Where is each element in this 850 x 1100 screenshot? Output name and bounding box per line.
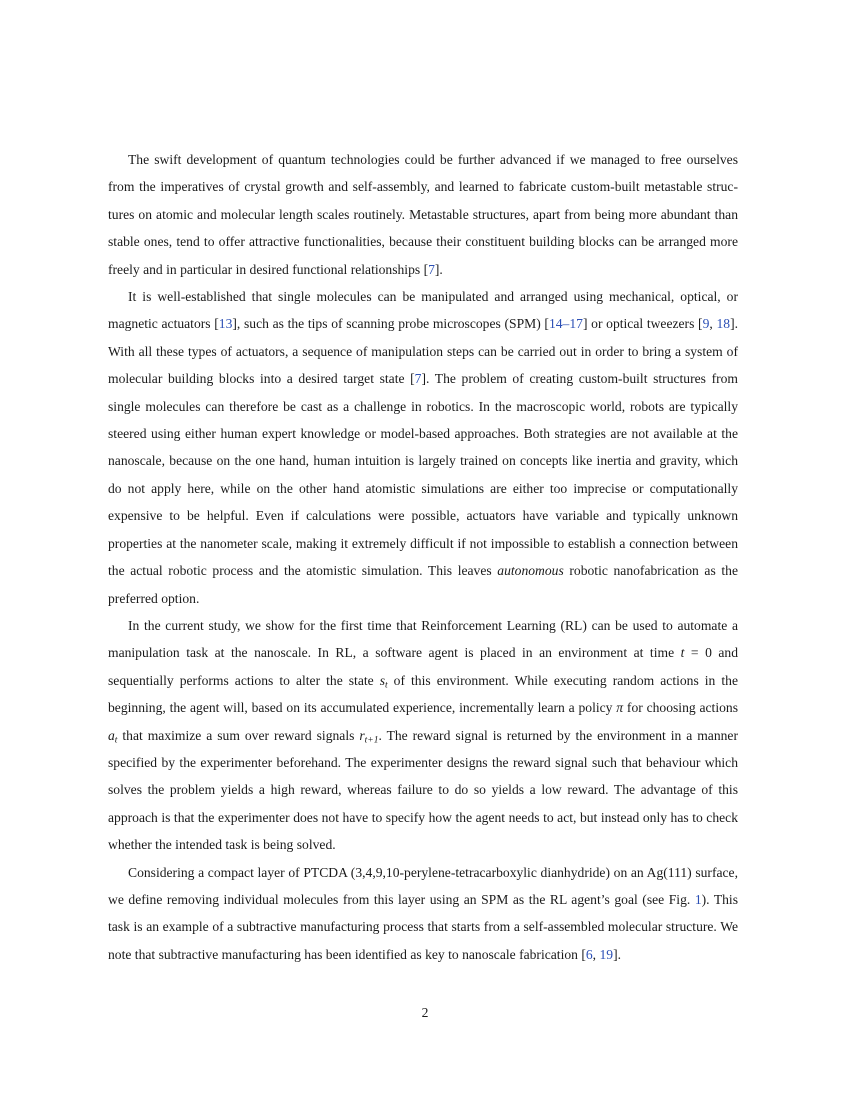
paragraph bbox=[108, 859, 738, 969]
citation-link[interactable]: 13 bbox=[218, 316, 233, 332]
page-number: 2 bbox=[421, 1005, 429, 1020]
math-symbol: π bbox=[616, 700, 624, 716]
text-run: ). This task is an example of a subtractive manufacturing process that starts from a self-assembled molecular structure. We note that subtractive manufacturing has been identified as key to nanoscale fabrication [ bbox=[108, 891, 739, 962]
math-subscript: t bbox=[385, 680, 388, 691]
math-symbol: s bbox=[379, 672, 385, 688]
citation-link[interactable]: 7 bbox=[414, 371, 422, 387]
text-run: , bbox=[709, 316, 717, 332]
paragraph bbox=[108, 283, 738, 612]
math-symbol: t bbox=[680, 645, 685, 661]
text-run: , bbox=[592, 946, 600, 962]
citation-link[interactable]: 7 bbox=[428, 261, 435, 277]
citation-link[interactable]: 6 bbox=[585, 946, 593, 962]
citation-link[interactable]: 1 bbox=[694, 891, 702, 907]
text-run: that maximize a sum over reward signals bbox=[117, 727, 360, 743]
citation-link[interactable]: 9 bbox=[702, 316, 710, 332]
text-run: ], such as the tips of scanning probe microscopes (SPM) [ bbox=[232, 316, 549, 332]
math-subscript: t bbox=[114, 734, 118, 745]
text-run: . The reward signal is returned by the environment in a manner specified by the experimenter beforehand. The experimenter designs the reward signal such that behaviour which solves the problem yields a high reward, whereas failure to do so yields a low reward. The advantage of this approach is that the experimenter does not have to specify how the agent needs to act, but instead only has to check whether the intended task is being solved. bbox=[108, 727, 738, 853]
text-run: = 0 and sequentially performs actions to alter the state bbox=[108, 645, 738, 688]
paragraph bbox=[108, 146, 738, 283]
math-symbol: r bbox=[359, 727, 365, 743]
citation-link[interactable]: 18 bbox=[716, 316, 731, 332]
text-run: of this environment. While executing random actions in the beginning, the agent will, based on its accumulated experience, incrementally learn a policy bbox=[108, 672, 738, 716]
text-run: In the current study, we show for the first time that Reinforcement Learning (RL) can be used to automate a manipulation task at the nanoscale. In RL, a software agent is placed in an environment at time bbox=[108, 617, 738, 661]
text-run: ] or optical tweezers [ bbox=[582, 316, 703, 332]
text-run: robotic nanofabrication as the preferred option. bbox=[108, 563, 738, 606]
text-run: ]. bbox=[613, 946, 621, 962]
text-run: Considering a compact layer of PTCDA (3,4,9,10-perylene-tetracarboxylic dianhydride) on an Ag(111) surface, we define removing individual molecules from this layer using an SPM as the RL agent’s goal (see Fig. bbox=[108, 864, 738, 907]
text-run: ]. The problem of creating custom-built structures from single molecules can therefore be cast as a challenge in robotics. In the macroscopic world, robots are typically steered using either human expert knowledge or model-based approaches. Both strategies are not available at the nanoscale, because on the one hand, human intuition is largely trained on concepts like inertia and gravity, which do not apply here, while on the other hand atomistic simulations are either too imprecise or computationally expensive to be helpful. Even if calculations were possible, actuators have variable and typically unknown properties at the nanometer scale, making it extremely difficult if not impossible to establish a connection between the actual robotic process and the atomistic simulation. This leaves bbox=[108, 371, 738, 579]
paragraph bbox=[108, 612, 738, 859]
citation-link[interactable]: 14–17 bbox=[548, 316, 583, 332]
text-run: It is well-established that single molecules can be manipulated and arranged using mechanical, optical, or magnetic actuators [ bbox=[108, 289, 738, 332]
text-run: for choosing actions bbox=[623, 700, 738, 716]
emphasized-text: autonomous bbox=[497, 563, 564, 579]
page-body bbox=[108, 146, 738, 968]
math-symbol: a bbox=[108, 727, 115, 743]
citation-link[interactable]: 19 bbox=[599, 946, 614, 962]
text-run: ]. bbox=[434, 261, 443, 277]
math-subscript: t+1 bbox=[364, 734, 379, 745]
text-run: The swift development of quantum technologies could be further advanced if we managed to free ourselves from the imperatives of crystal growth and self-assembly, and learned to fabricate custom-built metastable structures on atomic and molecular length scales routinely. Metastable structures, apart from being more abundant than stable ones, tend to offer attractive functionalities, because their constituent building blocks can be arranged more freely and in particular in desired functional relationships [ bbox=[108, 152, 738, 277]
text-run: ]. With all these types of actuators, a sequence of manipulation steps can be carried out in order to bring a system of molecular building blocks into a desired target state [ bbox=[108, 316, 739, 387]
